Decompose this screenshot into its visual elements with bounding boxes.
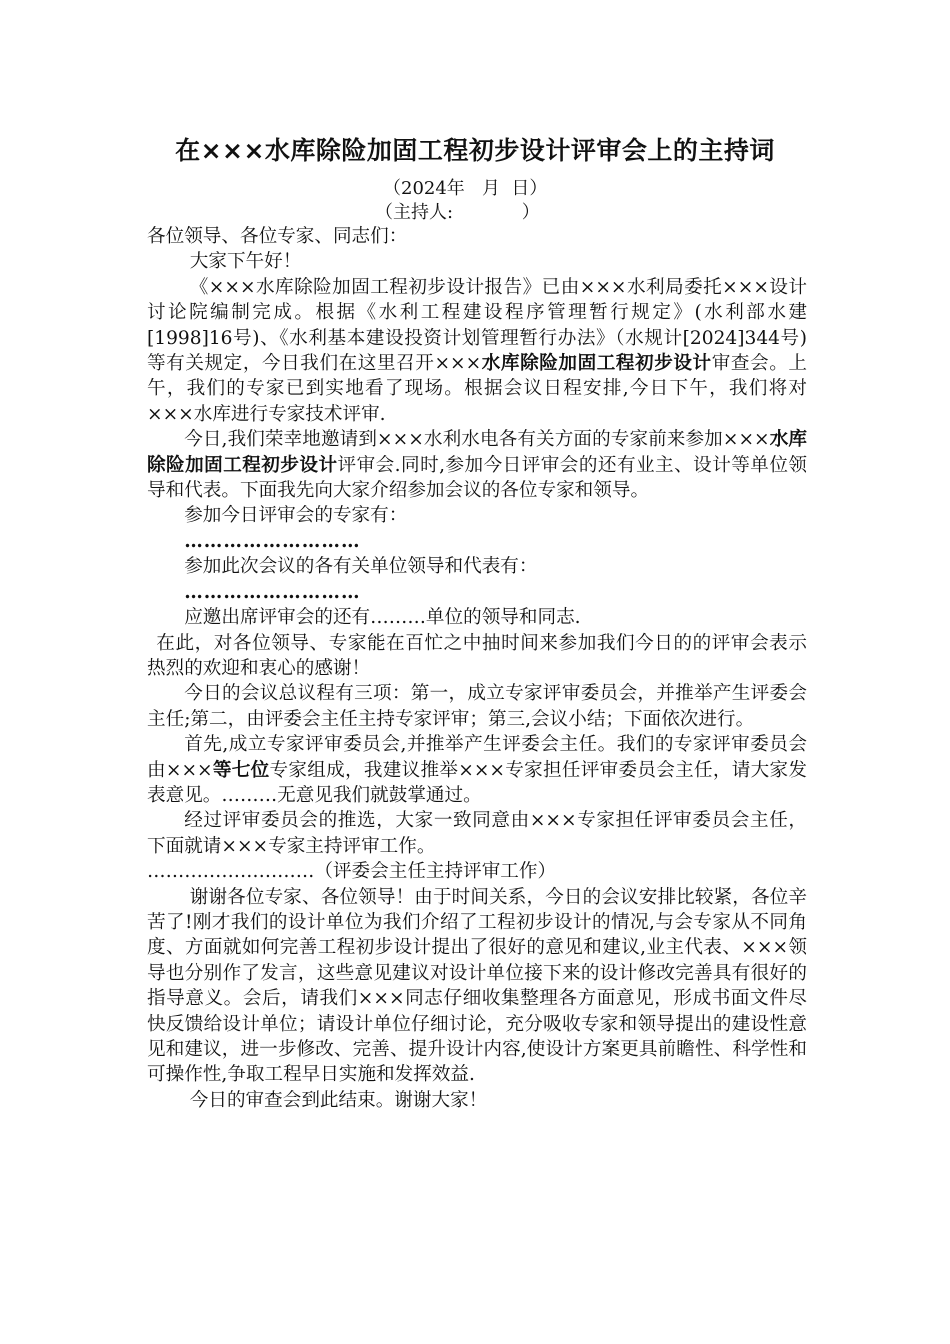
host-line: （主持人: ） (375, 202, 540, 223)
text-run: 评审会.同时,参加今日评审会的还有业主、设计等单位领导和代表。下面我先向大家介绍参加会议的各位专家和领导。 (147, 454, 807, 502)
paragraph: 大家下午好！ (189, 251, 302, 273)
ellipsis-line: ……………………… (184, 581, 361, 603)
paragraph: 参加今日评审会的专家有： (184, 505, 408, 527)
text-run: 审查会。上午，我们的专家已到实地看了现场。根据会议日程安排,今日下午，我们将对×××水库进行专家技术评审. (147, 353, 807, 425)
paragraph (147, 427, 807, 503)
date-line: （2024年 月 日） (383, 178, 548, 199)
text-run: 今日,我们荣幸地邀请到×××水利水电各有关方面的专家前来参加××× (184, 429, 770, 451)
paragraph: 在此，对各位领导、专家能在百忙之中抽时间来参加我们今日的的评审会表示热烈的欢迎和衷心的感谢！ (147, 632, 807, 679)
text-run: 《×××水库除险加固工程初步设计报告》已由×××水利局委托×××设计讨论院编制完成。根据《水利工程建设程序管理暂行规定》(水利部水建[1998]16号)、《水利基本建设投资计划管理暂行办法》（水规计[2024]344号)等有关规定，今日我们在这里召开××× (147, 276, 807, 375)
text-run: 首先,成立专家评审委员会,并推举产生评委会主任。我们的专家评审委员会由××× (147, 734, 807, 781)
document-body (147, 224, 807, 1113)
bold-text: 等七位 (212, 759, 270, 781)
paragraph: 今日的会议总议程有三项：第一，成立专家评审委员会，并推举产生评委会主任;第二，由评委会主任主持专家评审；第三,会议小结；下面依次进行。 (147, 683, 807, 730)
bold-text: 水库除险加固工程初步设计 (147, 429, 807, 476)
paragraph: 应邀出席评审会的还有………单位的领导和同志. (184, 607, 581, 629)
paragraph: ………………………（评委会主任主持评审工作） (147, 861, 557, 883)
paragraph: 谢谢各位专家、各位领导！由于时间关系，今日的会议安排比较紧，各位辛苦了!刚才我们的设计单位为我们介绍了工程初步设计的情况,与会专家从不同角度、方面就如何完善工程初步设计提出了很好的意见和建议,业主代表、×××领导也分别作了发言，这些意见建议对设计单位接下来的设计修改完善具有很好的指导意义。会后，请我们×××同志仔细收集整理各方面意见，形成书面文件尽快反馈给设计单位；请设计单位仔细讨论，充分吸收专家和领导提出的建设性意见和建议，进一步修改、完善、提升设计内容,使设计方案更具前瞻性、科学性和可操作性,争取工程早日实施和发挥效益. (147, 886, 807, 1086)
bold-text: 水库除险加固工程初步设计 (481, 353, 712, 375)
paragraph (147, 732, 807, 808)
ellipsis-line: ……………………… (184, 530, 361, 552)
paragraph: 参加此次会议的各有关单位领导和代表有： (184, 556, 538, 578)
paragraph: 经过评审委员会的推选，大家一致同意由×××专家担任评审委员会主任，下面就请×××专家主持评审工作。 (147, 810, 807, 857)
text-run: 专家组成，我建议推举×××专家担任评审委员会主任，请大家发表意见。………无意见我们就鼓掌通过。 (147, 759, 807, 806)
paragraph (147, 275, 807, 427)
greeting: 各位领导、各位专家、同志们： (147, 226, 408, 247)
document-title: 在×××水库除险加固工程初步设计评审会上的主持词 (175, 136, 775, 165)
paragraph: 今日的审查会到此结束。谢谢大家！ (189, 1089, 488, 1111)
